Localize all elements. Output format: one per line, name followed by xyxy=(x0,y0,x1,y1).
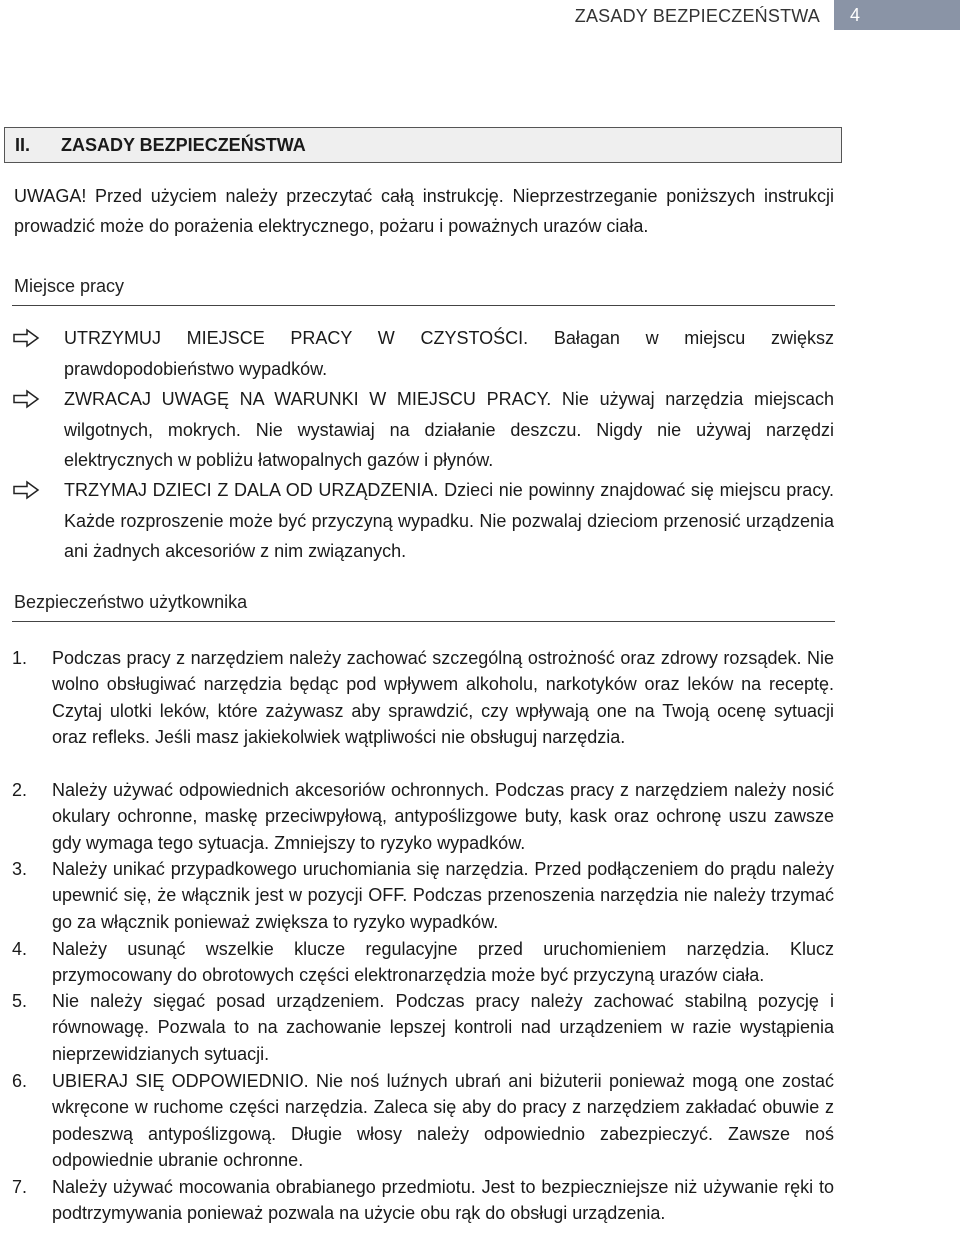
workplace-item xyxy=(12,475,834,567)
safety-list-item xyxy=(12,645,834,750)
item-number: 4. xyxy=(12,939,28,959)
safety-list-item xyxy=(12,936,834,989)
item-text: Należy używać mocowania obrabianego przedmiotu. Jest to bezpieczniejsze niż używanie ręki to podtrzymywania ponieważ pozwala na użycie obu rąk do obsługi urządzenia. xyxy=(52,1177,834,1224)
arrow-right-icon xyxy=(12,389,42,409)
item-number: 3. xyxy=(12,859,28,879)
safety-list-item xyxy=(12,1174,834,1227)
item-text: Należy unikać przypadkowego uruchomiania się narzędzia. Przed podłączeniem do prądu należy upewnić się, że włącznik jest w pozycji OFF. Podczas przenoszenia narzędzia nie należy trzymać go za włącznik ponieważ zwiększa to ryzyko wypadków. xyxy=(52,859,834,932)
section-number: II. xyxy=(15,134,31,155)
item-number: 6. xyxy=(12,1071,28,1091)
item-number: 1. xyxy=(12,648,28,668)
workplace-heading: Miejsce pracy xyxy=(14,276,125,296)
item-text: Nie należy sięgać posad urządzeniem. Podczas pracy należy zachować stabilną pozycję i równowagę. Pozwala to na zachowanie lepszej kontroli nad urządzeniem w razie wystąpienia nieprzewidzianych sytuacji. xyxy=(52,991,834,1064)
workplace-item xyxy=(12,323,834,384)
item-number: 5. xyxy=(12,991,28,1011)
safety-list-item xyxy=(12,856,834,935)
item-number: 7. xyxy=(12,1177,28,1197)
user-safety-heading: Bezpieczeństwo użytkownika xyxy=(14,592,248,612)
item-text: Należy usunąć wszelkie klucze regulacyjne przed uruchomieniem narzędzia. Klucz przymocowany do obrotowych części elektronarzędzia może być przyczyną urazów ciała. xyxy=(52,939,834,986)
warning-paragraph: UWAGA! Przed użyciem należy przeczytać całą instrukcję. Nieprzestrzeganie poniższych instrukcji prowadzić może do porażenia elektrycznego, pożaru i poważnych urazów ciała. xyxy=(14,186,834,236)
page-header xyxy=(575,0,960,30)
section-title: ZASADY BEZPIECZEŃSTWA xyxy=(61,134,306,155)
workplace-item-text: UTRZYMUJ MIEJSCE PRACY W CZYSTOŚCI. Bałagan w miejscu zwiększ prawdopodobieństwo wypadków. xyxy=(64,328,834,379)
workplace-item-text: ZWRACAJ UWAGĘ NA WARUNKI W MIEJSCU PRACY. Nie używaj narzędzia miejscach wilgotnych, mokrych. Nie wystawiaj na działanie deszczu. Nigdy nie używaj narzędzi elektrycznych w pobliżu łatwopalnych gazów i płynów. xyxy=(64,389,834,470)
header-title: ZASADY BEZPIECZEŃSTWA xyxy=(574,6,820,26)
item-number: 2. xyxy=(12,780,28,800)
workplace-item xyxy=(12,384,834,476)
workplace-item-text: TRZYMAJ DZIECI Z DALA OD URZĄDZENIA. Dzieci nie powinny znajdować się miejscu pracy. Każde rozproszenie może być przyczyną wypadku. Nie pozwalaj dzieciom przenosić urządzenia ani żadnych akcesoriów z nim związanych. xyxy=(64,480,834,561)
user-safety-heading-rule xyxy=(12,621,835,622)
item-text: UBIERAJ SIĘ ODPOWIEDNIO. Nie noś luźnych ubrań ani biżuterii ponieważ mogą one zostać wkręcone w ruchome części narzędzia. Zaleca się aby do pracy z narzędziem zakładać obuwie z podeszwą antypoślizgową. Długie włosy należy odpowiednio zabezpieczyć. Zawsze noś odpowiednie ubranie ochronne. xyxy=(52,1071,834,1170)
arrow-right-icon xyxy=(12,328,42,348)
arrow-right-icon xyxy=(12,480,42,500)
safety-list-item xyxy=(12,988,834,1067)
page-number: 4 xyxy=(834,0,960,30)
workplace-heading-rule xyxy=(12,305,835,306)
section-heading xyxy=(4,127,842,163)
safety-list-item xyxy=(12,777,834,856)
item-text: Należy używać odpowiednich akcesoriów ochronnych. Podczas pracy z narzędziem należy nosić okulary ochronne, maskę przeciwpyłową, antypoślizgowe buty, kask oraz ochronę uszu zawsze gdy wymaga tego sytuacja. Zmniejszy to ryzyko wypadków. xyxy=(52,780,834,853)
safety-list-item xyxy=(12,1068,834,1173)
item-text: Podczas pracy z narzędziem należy zachować szczególną ostrożność oraz zdrowy rozsądek. Nie wolno obsługiwać narzędzia będąc pod wpływem alkoholu, narkotyków oraz leków na receptę. Czytaj ulotki leków, które zażywasz aby sprawdzić, czy wpływają one na Twoją ocenę sytuacji oraz refleks. Jeśli masz jakiekolwiek wątpliwości nie obsługuj narzędzia. xyxy=(52,648,834,747)
